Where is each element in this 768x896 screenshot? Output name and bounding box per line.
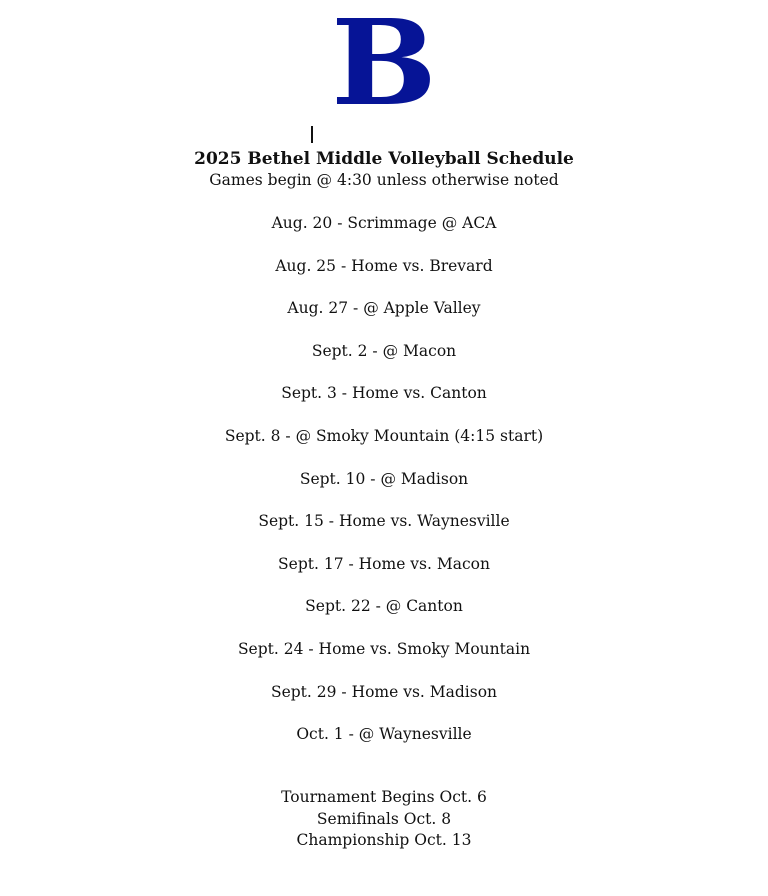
tournament-championship: Championship Oct. 13 xyxy=(296,831,472,849)
game-item: Sept. 24 - Home vs. Smoky Mountain xyxy=(237,639,531,658)
game-item: Sept. 22 - @ Canton xyxy=(305,597,463,616)
schedule-subtitle: Games begin @ 4:30 unless otherwise noted xyxy=(209,171,559,189)
game-item: Sept. 17 - Home vs. Macon xyxy=(278,554,490,573)
game-item: Aug. 27 - @ Apple Valley xyxy=(287,299,481,318)
text-cursor xyxy=(311,126,313,143)
game-item: Aug. 20 - Scrimmage @ ACA xyxy=(271,214,497,232)
game-item: Oct. 1 - @ Waynesville xyxy=(296,725,472,744)
schedule-title: 2025 Bethel Middle Volleyball Schedule xyxy=(194,149,574,169)
game-item: Sept. 8 - @ Smoky Mountain (4:15 start) xyxy=(224,426,544,445)
tournament-semifinals: Semifinals Oct. 8 xyxy=(316,809,452,828)
game-list xyxy=(0,212,768,766)
tournament-info xyxy=(0,787,768,852)
tournament-begins: Tournament Begins Oct. 6 xyxy=(281,788,487,806)
game-item: Sept. 10 - @ Madison xyxy=(299,469,469,488)
game-item: Sept. 15 - Home vs. Waynesville xyxy=(258,512,510,531)
game-item: Sept. 3 - Home vs. Canton xyxy=(281,384,487,403)
school-logo-letter: B xyxy=(331,0,437,132)
game-item: Sept. 29 - Home vs. Madison xyxy=(270,682,498,701)
game-item: Aug. 25 - Home vs. Brevard xyxy=(275,256,493,275)
game-item: Sept. 2 - @ Macon xyxy=(311,341,457,360)
